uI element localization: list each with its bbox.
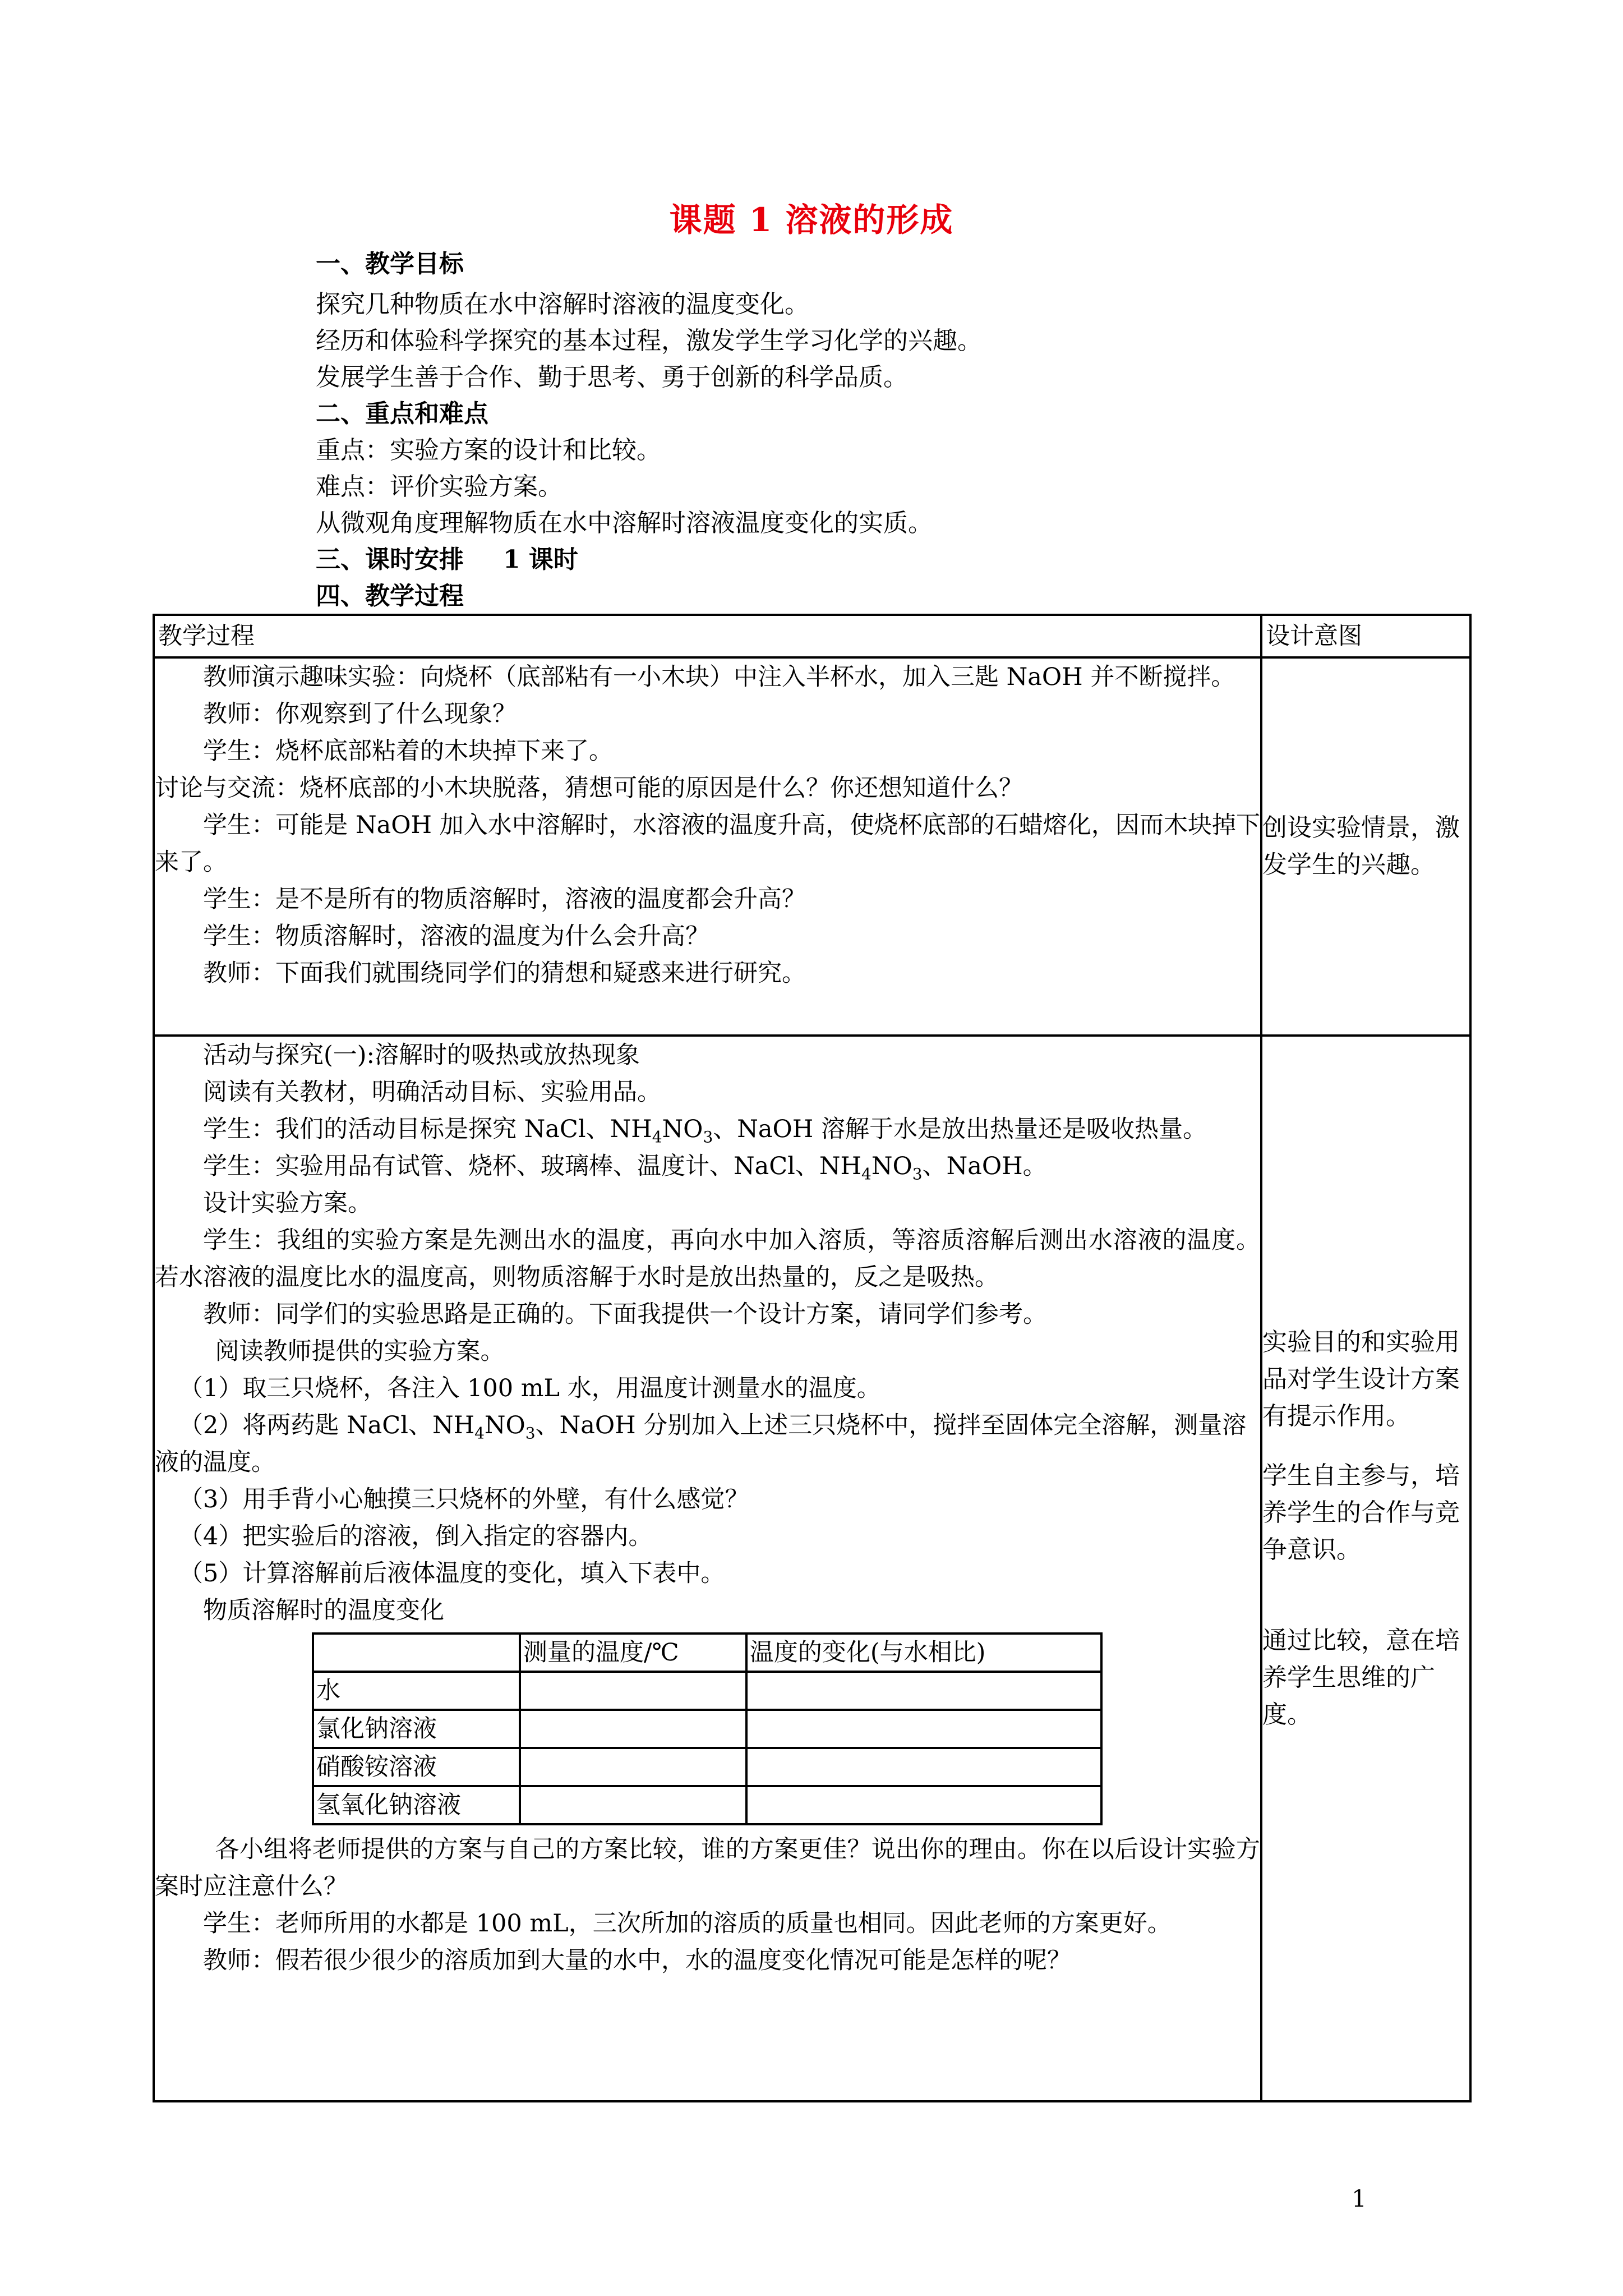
goal-line-1: 探究几种物质在水中溶解时溶液的温度变化。 <box>316 290 809 319</box>
subscript: 3 <box>525 1424 536 1443</box>
teaching-process-table <box>153 614 1472 2102</box>
process-line: 活动与探究(一):溶解时的吸热或放热现象 <box>203 1041 640 1069</box>
header-cell <box>313 1634 520 1672</box>
intent-cell-1 <box>1261 657 1470 1036</box>
goal-line-2: 经历和体验科学探究的基本过程，激发学生学习化学的兴趣。 <box>316 326 982 355</box>
schedule-value: 1 课时 <box>503 545 578 574</box>
table-caption: 物质溶解时的温度变化 <box>203 1596 444 1625</box>
table-row <box>313 1748 1101 1786</box>
intent-text: 创设实验情景，激发学生的兴趣。 <box>1262 813 1460 879</box>
process-line: 各小组将老师提供的方案与自己的方案比较，谁的方案更佳？说出你的理由。你在以后设计实验方案时应注意什么？ <box>155 1835 1260 1901</box>
subscript: 4 <box>474 1424 485 1443</box>
temperature-table-header <box>313 1634 1101 1672</box>
text-segment: NO <box>871 1152 912 1180</box>
page-title: 课题 1 溶液的形成 <box>669 201 954 239</box>
process-line <box>155 1148 1260 1185</box>
text-segment: 学生：我们的活动目标是探究 NaCl、NH <box>203 1115 652 1143</box>
temperature-cell <box>520 1710 746 1748</box>
key-line-2: 难点：评价实验方案。 <box>316 472 562 501</box>
process-line: 阅读有关教材，明确活动目标、实验用品。 <box>203 1078 661 1106</box>
key-line-3: 从微观角度理解物质在水中溶解时溶液温度变化的实质。 <box>316 509 933 537</box>
schedule-line <box>316 540 578 580</box>
intent-text: 学生自主参与，培养学生的合作与竞争意识。 <box>1262 1461 1460 1564</box>
subscript: 3 <box>703 1128 713 1147</box>
text-segment: 、NaOH 分别加入上述三只烧杯中，搅拌至固体完全溶解，测量溶液的温度。 <box>155 1411 1247 1476</box>
text-segment: 、NaOH。 <box>922 1152 1047 1180</box>
text-segment: 学生：实验用品有试管、烧杯、玻璃棒、温度计、NaCl、NH <box>203 1152 862 1180</box>
text-segment: （2）将两药匙 NaCl、NH <box>179 1411 475 1439</box>
process-line: 讨论与交流：烧杯底部的小木块脱落，猜想可能的原因是什么？你还想知道什么？ <box>155 774 1023 802</box>
substance-cell: 氯化钠溶液 <box>313 1710 520 1748</box>
step-line: （3）用手背小心触摸三只烧杯的外壁，有什么感觉？ <box>179 1485 749 1513</box>
intent-text: 实验目的和实验用品对学生设计方案有提示作用。 <box>1262 1328 1460 1430</box>
temperature-cell <box>520 1748 746 1786</box>
process-line: 教师：同学们的实验思路是正确的。下面我提供一个设计方案，请同学们参考。 <box>203 1300 1047 1328</box>
header-cell: 温度的变化(与水相比) <box>746 1634 1101 1672</box>
page-number: 1 <box>1352 2185 1367 2212</box>
step-line: （5）计算溶解前后液体温度的变化，填入下表中。 <box>179 1559 725 1588</box>
table-row <box>313 1672 1101 1710</box>
process-line: 阅读教师提供的实验方案。 <box>215 1337 505 1365</box>
schedule-heading: 三、课时安排 <box>316 545 464 574</box>
change-cell <box>746 1710 1101 1748</box>
step-line: （1）取三只烧杯，各注入 100 mL 水，用温度计测量水的温度。 <box>179 1374 881 1402</box>
table-row <box>154 1036 1470 2101</box>
process-line: 教师：你观察到了什么现象？ <box>203 700 517 728</box>
substance-cell: 氢氧化钠溶液 <box>313 1786 520 1824</box>
table-row <box>313 1786 1101 1824</box>
text-segment: 、NaOH 溶解于水是放出热量还是吸收热量。 <box>713 1115 1207 1143</box>
substance-cell: 硝酸铵溶液 <box>313 1748 520 1786</box>
change-cell <box>746 1748 1101 1786</box>
process-line: 学生：是不是所有的物质溶解时，溶液的温度都会升高？ <box>203 885 806 913</box>
header-cell: 测量的温度/℃ <box>520 1634 746 1672</box>
change-cell <box>746 1786 1101 1824</box>
table-row <box>313 1710 1101 1748</box>
process-line: 学生：物质溶解时，溶液的温度为什么会升高？ <box>203 922 709 950</box>
process-line: 学生：老师所用的水都是 100 mL，三次所加的溶质的质量也相同。因此老师的方案更好。 <box>203 1910 1172 1938</box>
subscript: 3 <box>912 1165 923 1184</box>
process-line <box>155 1111 1260 1148</box>
table-header-row <box>154 615 1470 657</box>
process-line: 教师：下面我们就围绕同学们的猜想和疑惑来进行研究。 <box>203 959 806 987</box>
process-line: 学生：我组的实验方案是先测出水的温度，再向水中加入溶质，等溶质溶解后测出水溶液的温度。若水溶液的温度比水的温度高，则物质溶解于水时是放出热量的，反之是吸热。 <box>155 1226 1260 1291</box>
process-cell-2 <box>154 1036 1261 2101</box>
process-line: 教师：假若很少很少的溶质加到大量的水中，水的温度变化情况可能是怎样的呢？ <box>203 1947 1071 1975</box>
process-line: 学生：可能是 NaOH 加入水中溶解时，水溶液的温度升高，使烧杯底部的石蜡熔化，因而木块掉下来了。 <box>155 811 1260 876</box>
substance-cell: 水 <box>313 1672 520 1710</box>
header-process: 教学过程 <box>154 615 1261 657</box>
process-line: 设计实验方案。 <box>203 1189 372 1217</box>
header-intent: 设计意图 <box>1261 615 1470 657</box>
subscript: 4 <box>861 1165 872 1184</box>
process-line: 学生：烧杯底部粘着的木块掉下来了。 <box>203 737 613 765</box>
table-row <box>154 657 1470 1036</box>
key-heading: 二、重点和难点 <box>316 399 488 428</box>
key-line-1: 重点：实验方案的设计和比较。 <box>316 436 661 464</box>
text-segment: NO <box>484 1411 525 1439</box>
process-cell-1 <box>154 657 1261 1036</box>
change-cell <box>746 1672 1101 1710</box>
process-heading: 四、教学过程 <box>316 582 464 610</box>
intent-cell-2 <box>1261 1036 1470 2101</box>
step-line <box>155 1407 1260 1481</box>
temperature-cell <box>520 1672 746 1710</box>
step-line: （4）把实验后的溶液，倒入指定的容器内。 <box>179 1522 653 1550</box>
subscript: 4 <box>652 1128 662 1147</box>
temperature-cell <box>520 1786 746 1824</box>
goal-line-3: 发展学生善于合作、勤于思考、勇于创新的科学品质。 <box>316 363 908 392</box>
goals-heading: 一、教学目标 <box>316 250 464 278</box>
temperature-table <box>312 1632 1103 1825</box>
text-segment: NO <box>662 1115 703 1143</box>
intent-text: 通过比较，意在培养学生思维的广度。 <box>1262 1626 1460 1729</box>
process-line: 教师演示趣味实验：向烧杯（底部粘有一小木块）中注入半杯水，加入三匙 NaOH 并不断搅拌。 <box>203 663 1235 691</box>
